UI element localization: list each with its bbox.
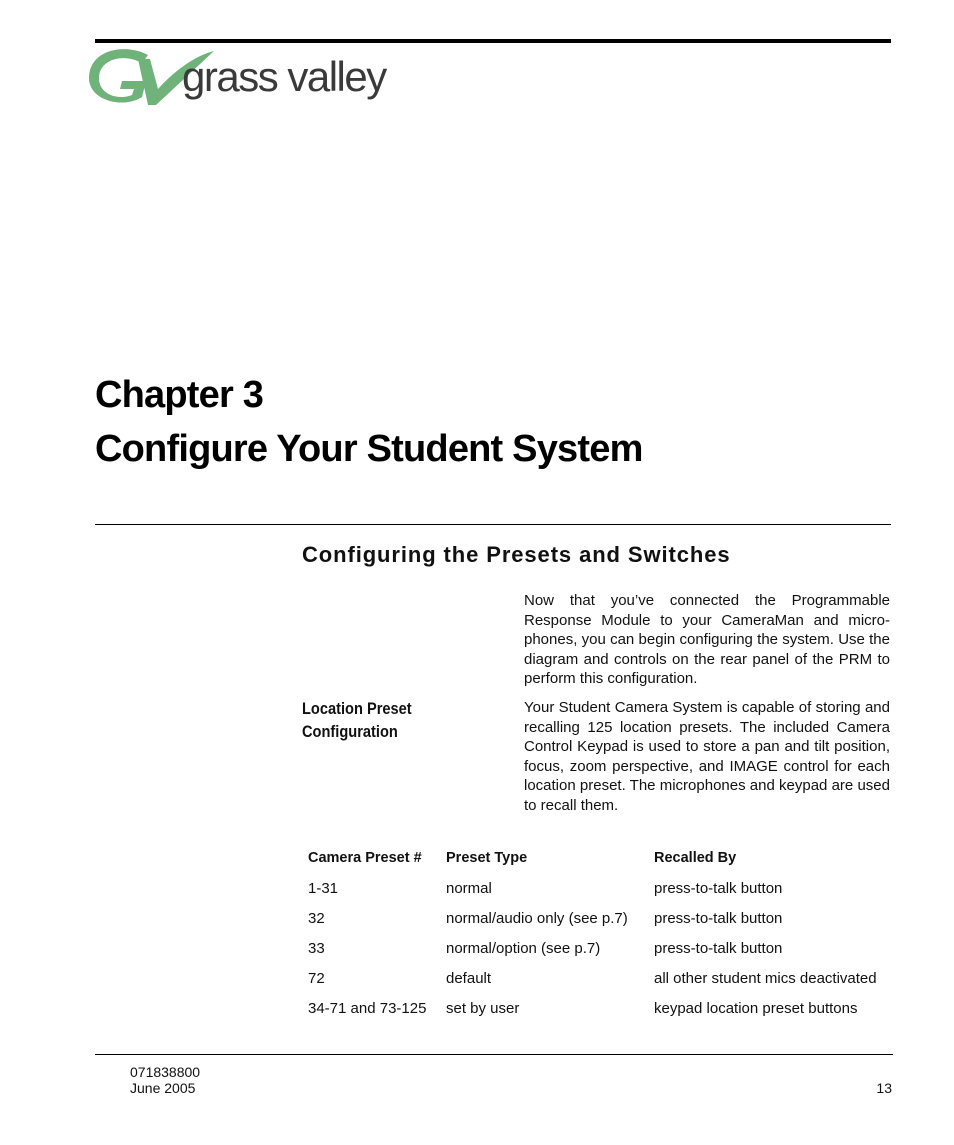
column-header: Camera Preset # [308, 850, 422, 866]
table-cell: set by user [446, 999, 520, 1017]
doc-number: 071838800 [130, 1064, 201, 1080]
top-rule [95, 39, 891, 43]
table-row [302, 993, 896, 1023]
table-cell: 34-71 and 73-125 [308, 999, 427, 1017]
table-row [302, 963, 896, 993]
table-cell: 33 [308, 939, 325, 957]
table-cell: normal/audio only (see p.7) [446, 909, 628, 927]
chapter-number: Chapter 3 [95, 374, 264, 416]
table-cell: 32 [308, 909, 325, 927]
logo-wordmark: grass valley [182, 53, 386, 100]
table-cell: default [446, 969, 492, 987]
section-divider [95, 524, 891, 525]
table-cell: normal [446, 879, 492, 897]
table-cell: press-to-talk button [654, 879, 783, 897]
footer-info [130, 1064, 200, 1096]
preset-table [302, 843, 896, 1023]
footer-rule [95, 1054, 893, 1055]
location-preset-paragraph: Your Student Camera System is capable of storing and recalling 125 location presets. The included Camera Control Keypad is used to store a pan and tilt position, focus, zoom perspective, and IMAGE control for each location preset. The microphones and keypad are used to recall them. [524, 699, 890, 814]
table-row [302, 903, 896, 933]
table-header-row [302, 843, 896, 873]
column-header: Preset Type [446, 850, 528, 866]
section-heading: Configuring the Presets and Switches [302, 542, 731, 567]
doc-date: June 2005 [130, 1080, 196, 1096]
intro-paragraph: Now that you’ve connected the Programmable Response Module to your CameraMan and micro-phones, you can begin configuring the system. Use the diagram and controls on the rear panel of the PRM to perform this configuration. [524, 592, 890, 688]
column-header: Recalled By [654, 850, 737, 866]
table-row [302, 933, 896, 963]
table-cell: keypad location preset buttons [654, 999, 858, 1017]
subsection-heading: Location Preset Configuration [302, 699, 412, 741]
table-cell: 72 [308, 969, 325, 987]
chapter-title [95, 368, 643, 476]
table-row [302, 873, 896, 903]
table-cell: 1-31 [308, 879, 339, 897]
page-number: 13 [876, 1080, 892, 1096]
chapter-name: Configure Your Student System [95, 428, 643, 470]
table-cell: press-to-talk button [654, 939, 783, 957]
table-cell: normal/option (see p.7) [446, 939, 601, 957]
table-cell: press-to-talk button [654, 909, 783, 927]
table-cell: all other student mics deactivated [654, 969, 877, 987]
